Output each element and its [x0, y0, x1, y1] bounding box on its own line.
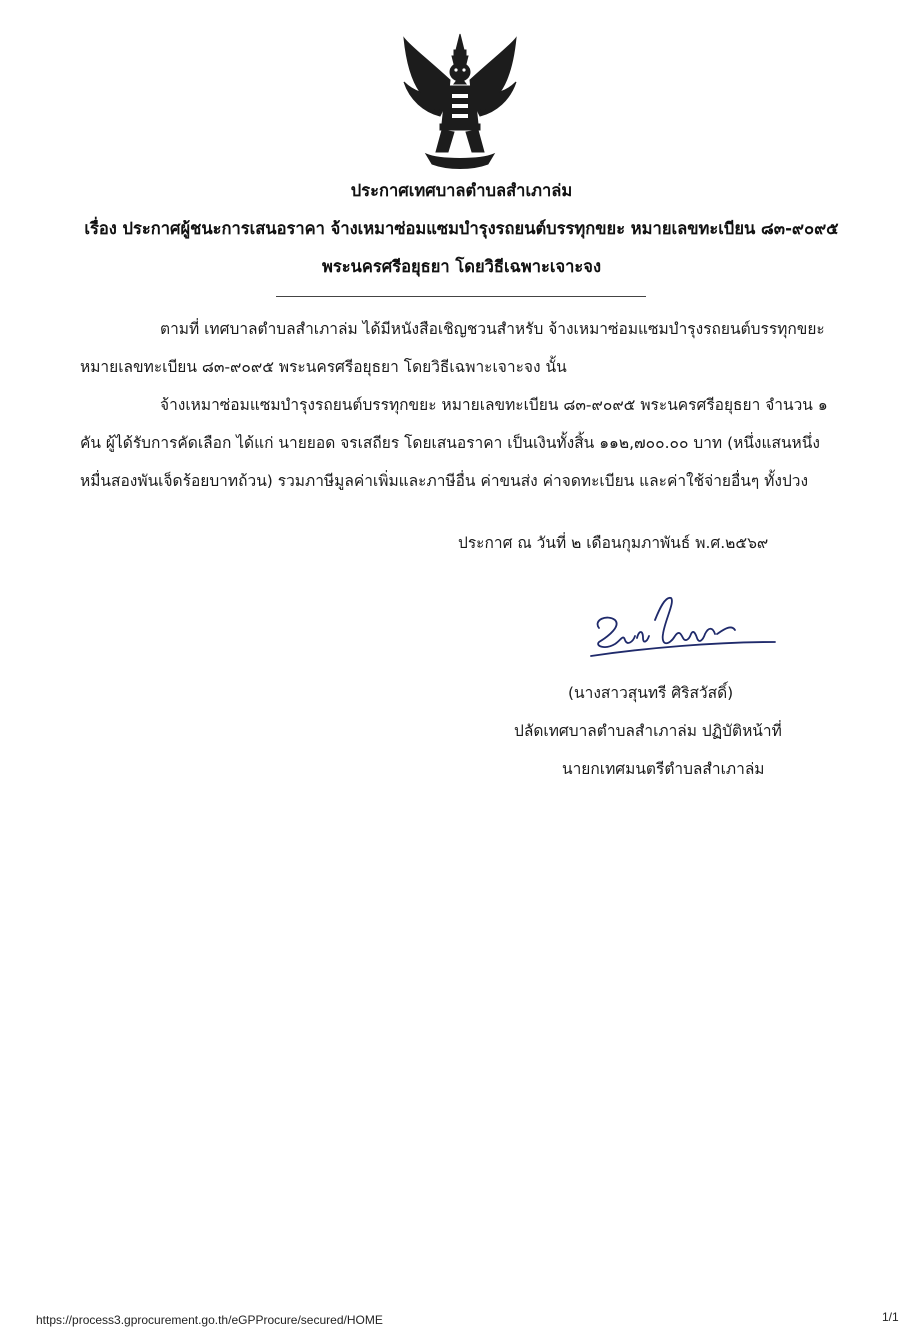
- paragraph2-line3: หมื่นสองพันเจ็ดร้อยบาทถ้วน) รวมภาษีมูลค่าเพิ่มและภาษีอื่น ค่าขนส่ง ค่าจดทะเบียน และค่าใช้จ่ายอื่นๆ ทั้งปวง: [80, 472, 809, 490]
- paragraph2-line1: จ้างเหมาซ่อมแซมบำรุงรถยนต์บรรทุกขยะ หมายเลขทะเบียน ๘๓-๙๐๙๕ พระนครศรีอยุธยา จำนวน ๑: [160, 396, 828, 414]
- footer-page-number: 1/1: [882, 1310, 899, 1324]
- heading-divider: [276, 296, 646, 297]
- footer-url: https://process3.gprocurement.go.th/eGPProcure/secured/HOME: [36, 1313, 383, 1327]
- paragraph1-line2: หมายเลขทะเบียน ๘๓-๙๐๙๕ พระนครศรีอยุธยา โดยวิธีเฉพาะเจาะจง นั้น: [80, 358, 567, 376]
- document-subject-line1: เรื่อง ประกาศผู้ชนะการเสนอราคา จ้างเหมาซ่อมแซมบำรุงรถยนต์บรรทุกขยะ หมายเลขทะเบียน ๘๓-๙๐๙๕: [84, 219, 839, 238]
- announcement-date: ประกาศ ณ วันที่ ๒ เดือนกุมภาพันธ์ พ.ศ.๒๕๖๙: [458, 534, 769, 552]
- document-subject-line2: พระนครศรีอยุธยา โดยวิธีเฉพาะเจาะจง: [321, 257, 602, 276]
- signatory-name: (นางสาวสุนทรี ศิริสวัสดิ์): [568, 684, 734, 702]
- paragraph1-line1: ตามที่ เทศบาลตำบลสำเภาล่ม ได้มีหนังสือเชิญชวนสำหรับ จ้างเหมาซ่อมแซมบำรุงรถยนต์บรรทุกขยะ: [160, 320, 825, 338]
- paragraph2-line2: คัน ผู้ได้รับการคัดเลือก ได้แก่ นายยอด จรเสถียร โดยเสนอราคา เป็นเงินทั้งสิ้น ๑๑๒,๗๐๐.๐๐ บาท (หนึ่งแสนหนึ่ง: [80, 434, 820, 452]
- garuda-emblem-icon: [396, 28, 524, 170]
- document-title: ประกาศเทศบาลตำบลสำเภาล่ม: [350, 181, 573, 200]
- handwritten-signature-icon: [585, 590, 785, 670]
- signatory-position-line1: ปลัดเทศบาลตำบลสำเภาล่ม ปฏิบัติหน้าที่: [514, 722, 782, 740]
- signatory-position-line2: นายกเทศมนตรีตำบลสำเภาล่ม: [562, 760, 765, 778]
